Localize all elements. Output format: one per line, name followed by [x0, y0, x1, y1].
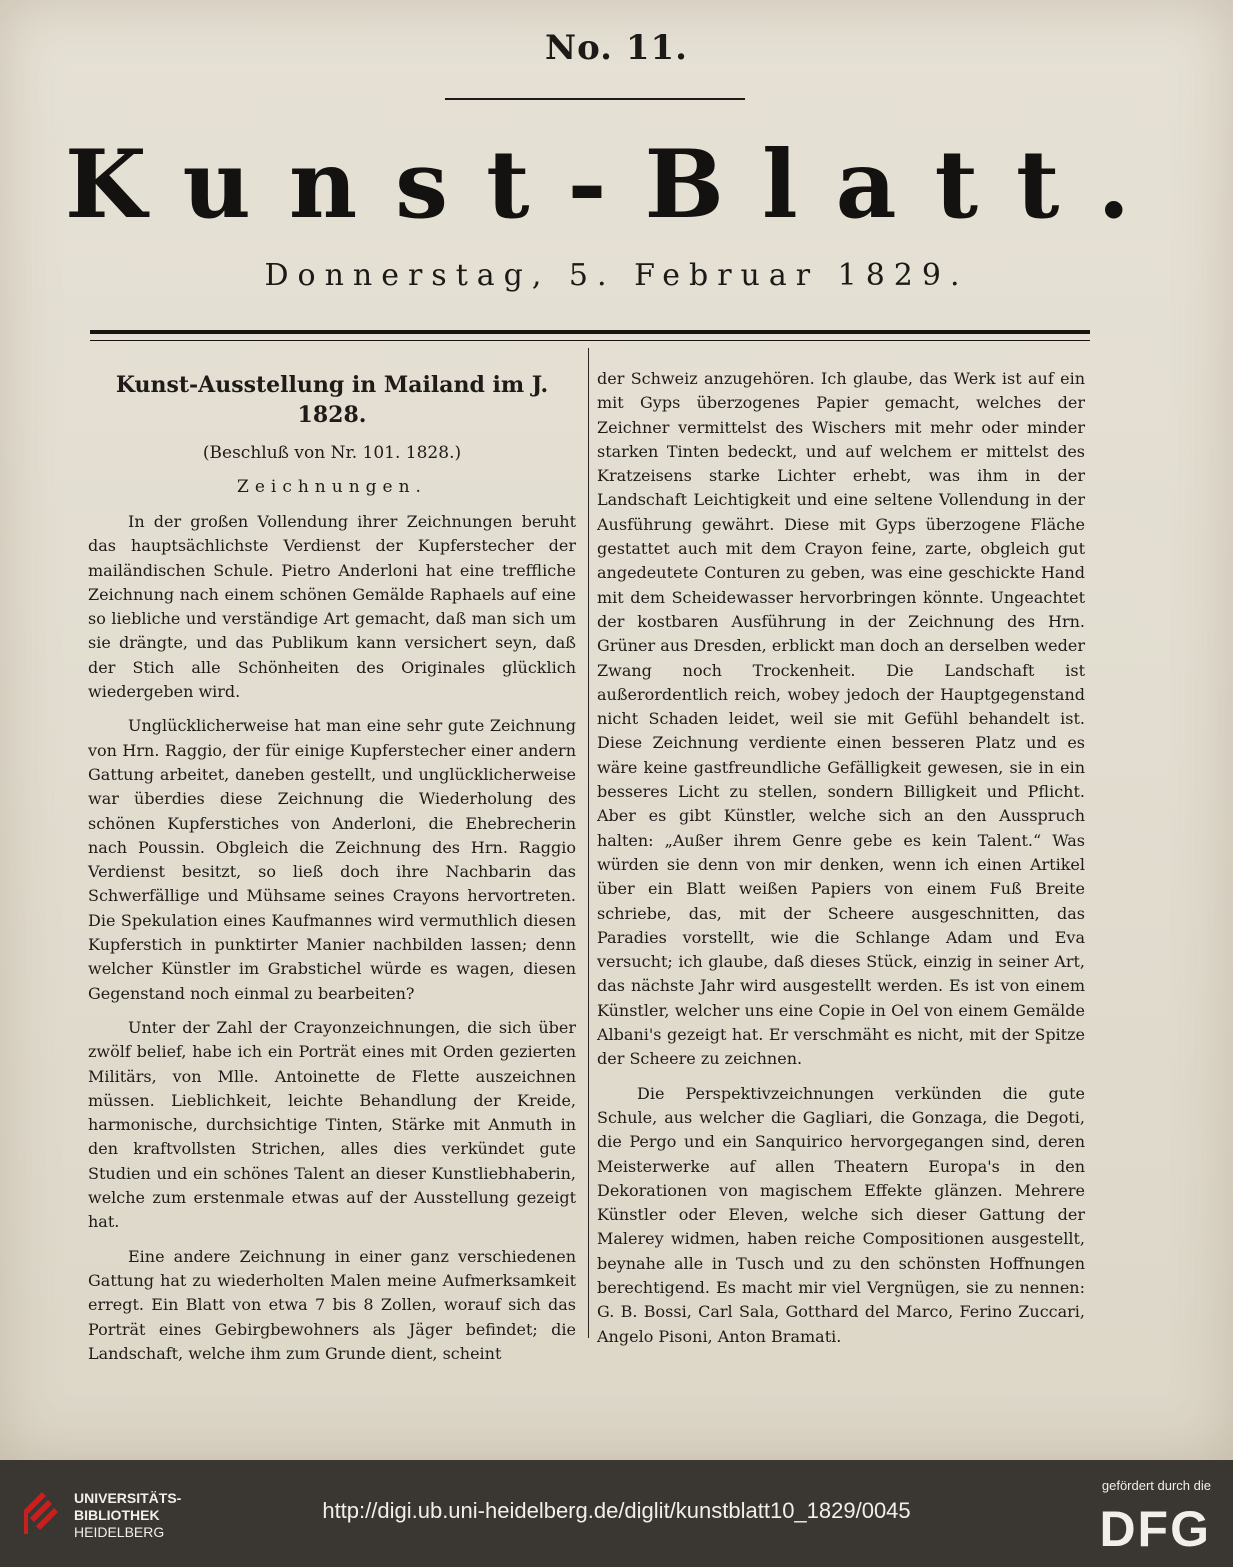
issue-number: No. 11. [545, 28, 688, 68]
masthead-title: Kunst-Blatt. [64, 130, 1169, 240]
library-name[interactable]: UNIVERSITÄTS- BIBLIOTHEK HEIDELBERG [74, 1490, 182, 1540]
header-rule-short [445, 98, 745, 100]
digitization-footer [0, 1460, 1233, 1567]
dateline: Donnerstag, 5. Februar 1829. [264, 258, 969, 293]
right-column [597, 367, 1085, 1359]
article-subtitle: (Beschluß von Nr. 101. 1828.) [202, 443, 462, 463]
paragraph: Unglücklicherweise hat man eine sehr gute Zeichnung von Hrn. Raggio, der für einige Kupferstecher einer andern Gattung arbeitet, daneben gestellt, und unglücklicherweise war überdies diese Zeichnung die Wiederholung des schönen Kupferstiches von Anderloni, die Ehebrecherin nach Poussin. Obgleich die Zeichnung des Hrn. Raggio Verdienst besitzt, so ließ doch ihre Nachbarin das Schwerfällige und Mühsame seines Crayons hervortreten. Die Spekulation eines Kaufmannes wird vermuthlich diesen Kupferstich in punktirter Manier nachbilden lassen; denn welcher Künstler im Grabstichel würde es wagen, diesen Gegenstand noch einmal zu bearbeiten? [88, 716, 576, 1003]
permalink-url[interactable]: http://digi.ub.uni-heidelberg.de/diglit/kunstblatt10_1829/0045 [322, 1498, 911, 1523]
article-title: Kunst-Ausstellung in Mailand im J. 1828. [115, 372, 549, 428]
paragraph: Die Perspektivzeichnungen verkünden die gute Schule, aus welcher die Gagliari, die Gonzaga, die Degoti, die Pergo und ein Sanquirico hervorgegangen sind, deren Meisterwerke auf allen Theatern Europa's in den Dekorationen von magischem Effekte glänzen. Mehrere Künstler oder Eleven, welche sich dieser Gattung der Malerey widmen, haben reiche Compositionen ausgestellt, beynahe alle in Tusch und zu den schönsten Hoffnungen berechtigend. Es macht mir viel Vergnügen, sie zu nennen: G. B. Bossi, Carl Sala, Gotthard del Marco, Ferino Zuccari, Angelo Pisoni, Anton Bramati. [597, 1083, 1085, 1346]
paragraph: Eine andere Zeichnung in einer ganz verschiedenen Gattung hat zu wiederholten Malen meine Aufmerksamkeit erregt. Ein Blatt von etwa 7 bis 8 Zollen, worauf sich das Porträt eines Gebirgbewohners als Jäger befindet; die Landschaft, welche ihm zum Grunde dient, scheint [88, 1246, 576, 1363]
left-column [88, 360, 576, 1376]
paragraph: In der großen Vollendung ihrer Zeichnungen beruht das hauptsächlichste Verdienst der Kupferstecher der mailändischen Schule. Pietro Anderloni hat eine treffliche Zeichnung nach einem schönen Gemälde Raphaels auf eine so liebliche und verständige Art gemacht, daß man sich um sie drängte, und das Publikum kann versichert seyn, daß der Stich alle Schönheiten des Originales glücklich wiedergeben wird. [88, 512, 576, 702]
header-rule-thick [90, 330, 1090, 334]
dfg-logo[interactable]: DFG [1099, 1501, 1211, 1557]
funding-label: gefördert durch die [1101, 1478, 1211, 1493]
header-rule-thin [90, 340, 1090, 341]
paragraph: Unter der Zahl der Crayonzeichnungen, die sich über zwölf belief, habe ich ein Porträt eines mit Orden gezierten Militärs, von Mlle. Antoinette de Flette auszeichnen müssen. Lieblichkeit, leichte Behandlung der Kreide, harmonische, durchsichtige Tinten, Stärke mit Anmuth in den kraftvollsten Strichen, alles dies verkündet gute Studien und ein schönes Talent an dieser Kunstliebhaberin, welche zum erstenmale etwas auf der Ausstellung gezeigt hat. [88, 1017, 576, 1232]
paragraph-continued: der Schweiz anzugehören. Ich glaube, das Werk ist auf ein mit Gyps überzogenes Papier gemacht, welches der Zeichner vermittelst des Wischers mit mehr oder minder starken Tinten bedeckt, und auf welchem er mittelst des Kratzeisens starke Lichter erhebt, was ihm in der Landschaft Leichtigkeit und eine seltene Vollendung in der Ausführung gewährt. Diese mit Gyps überzogene Fläche gestattet auch mit dem Crayon feine, zarte, obgleich gut angedeutete Conturen zu geben, was eine geschickte Hand mit dem Scheidewasser hervorbringen könnte. Ungeachtet der kostbaren Ausführung in der Zeichnung des Hrn. Grüner aus Dresden, erblickt man doch an derselben weder Zwang noch Trockenheit. Die Landschaft ist außerordentlich reich, wobey jedoch der Hauptgegenstand nicht Schaden leidet, weil sie mit Gefühl behandelt ist. Diese Zeichnung verdiente einen besseren Platz und es wäre keine gastfreundliche Gefälligkeit gewesen, sie in ein besseres Licht zu stellen, sondern Billigkeit und Pflicht. Aber es gibt Künstler, welche sich an den Ausspruch halten: „Außer ihrem Genre gebe es kein Talent.“ Was würden sie denn von mir denken, wenn ich einen Artikel über ein Blatt weißen Papiers von einem Fuß Breite schriebe, das, mit der Scheere ausgeschnitten, das Paradies vorstellt, wie die Schlange Adam und Eva versucht; ich glaube, daß dieses Stück, einzig in seiner Art, das nächste Jahr wird ausgestellt werden. Es ist von einem Künstler, welcher uns eine Copie in Oel von einem Gemälde Albani's gezeigt hat. Er verschmäht es nicht, mit der Spitze der Scheere zu zeichnen. [597, 369, 1085, 1069]
section-heading: Zeichnungen. [237, 477, 427, 497]
column-divider [588, 348, 589, 1338]
